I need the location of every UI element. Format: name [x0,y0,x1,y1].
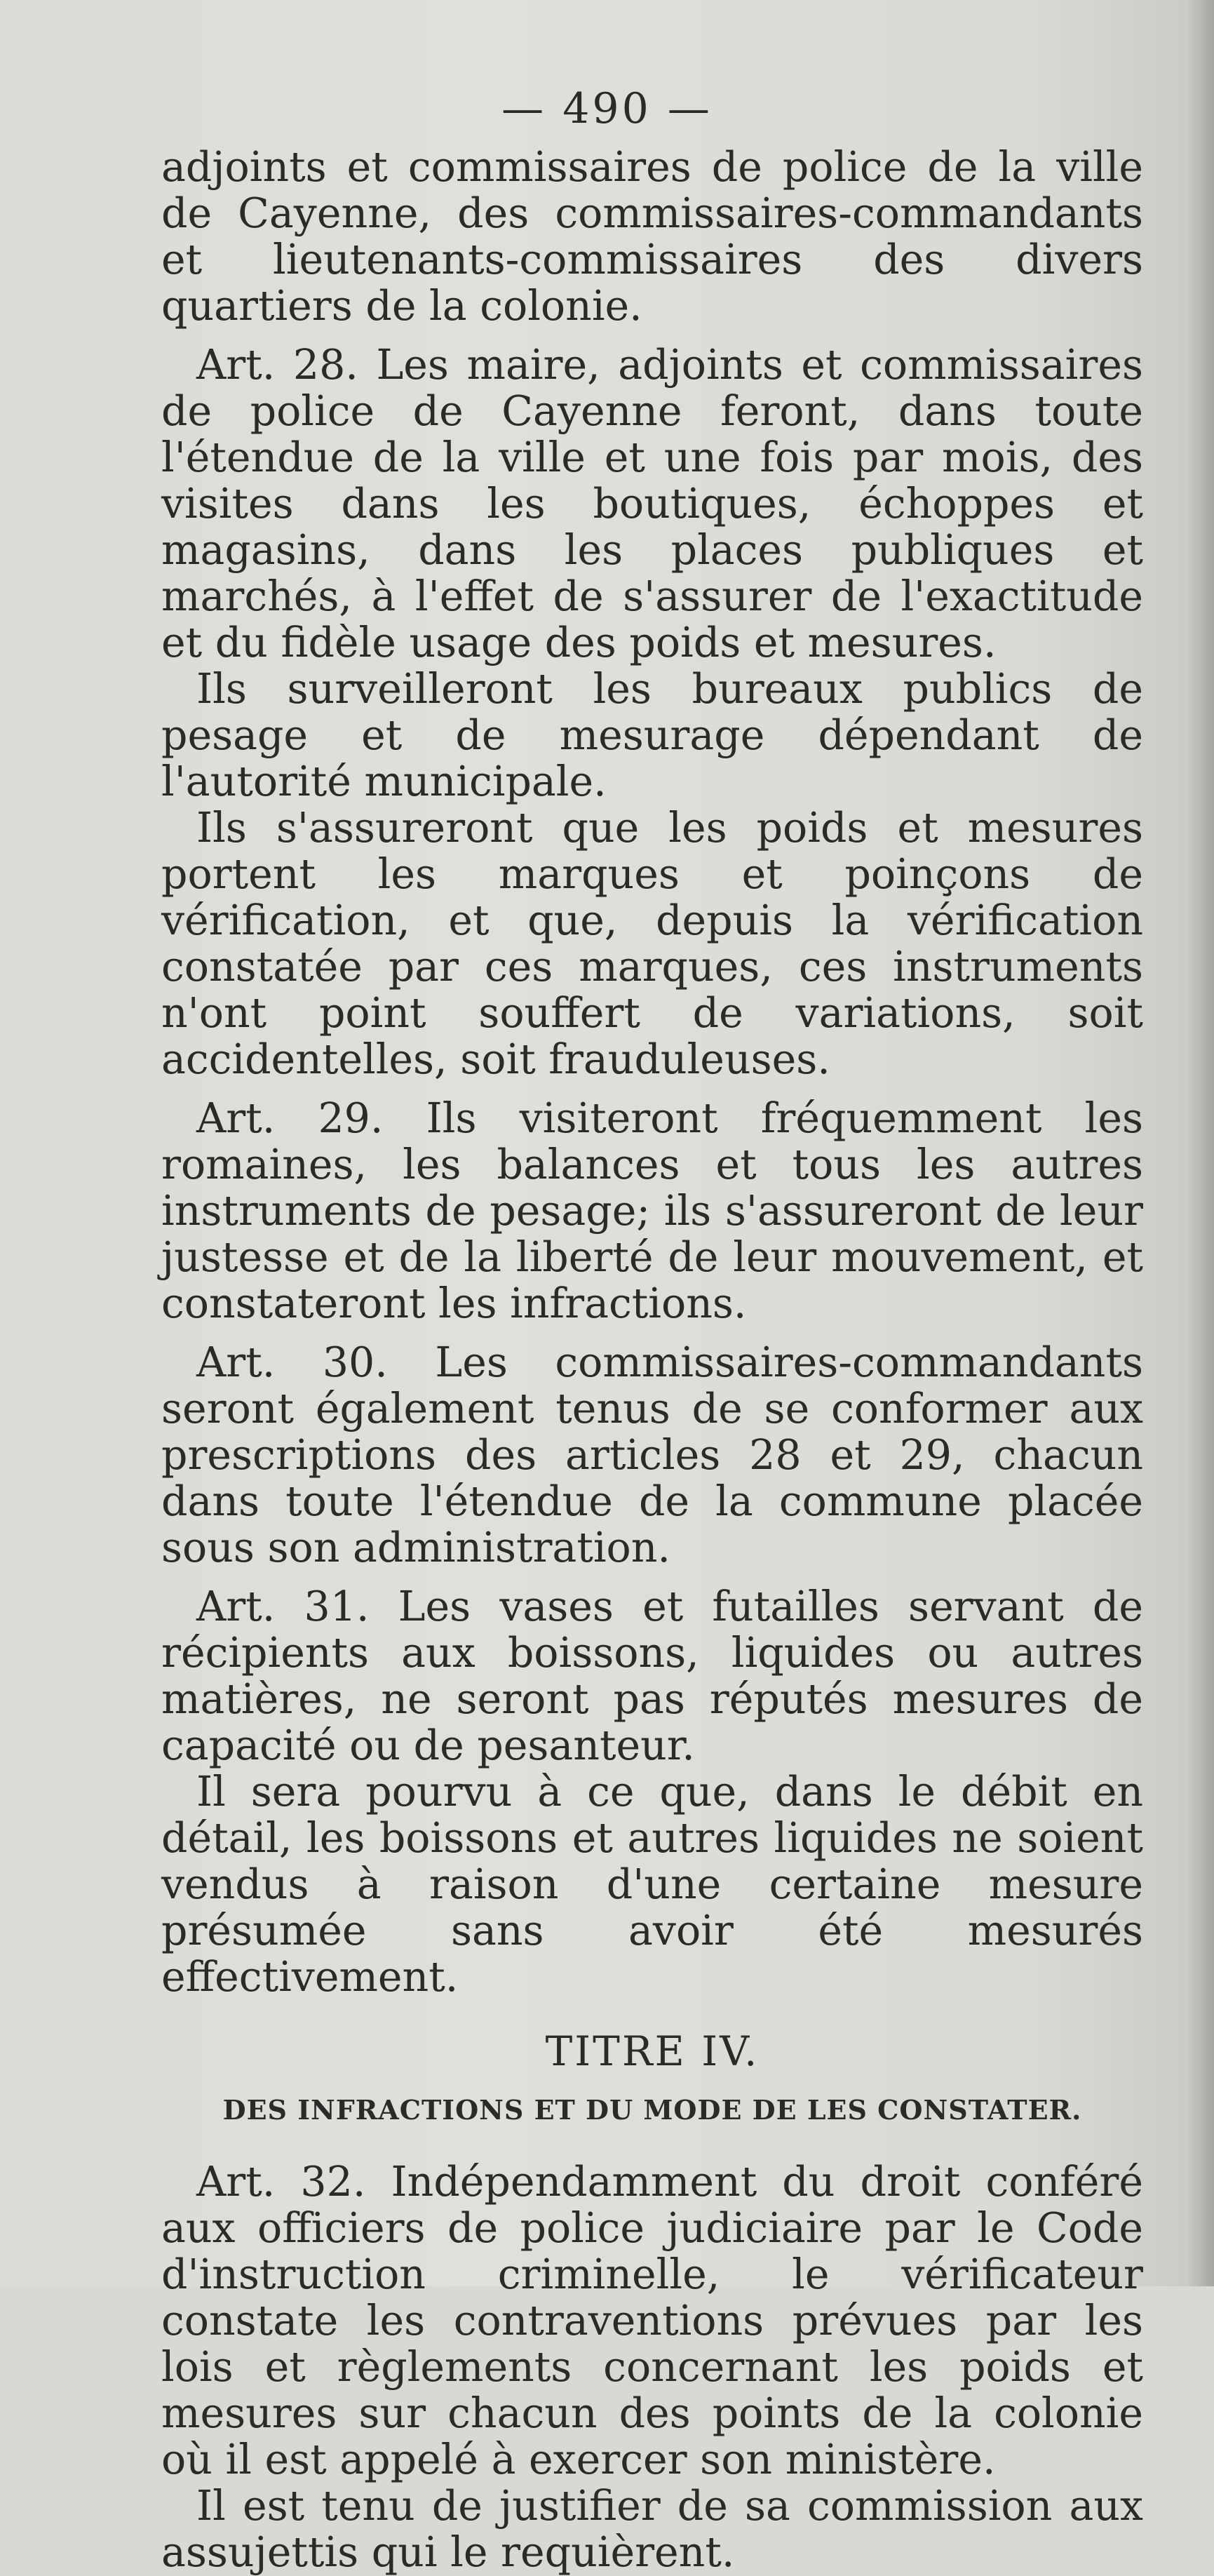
paragraph-art-32-commission: Il est tenu de justifier de sa commission aux assujettis qui le requièrent. [161,2482,1143,2576]
paragraph-art-28-marques: Ils s'assureront que les poids et mesures portent les marques et poinçons de vérification, et que, depuis la vérification constatée par ces marques, ces instruments n'ont point souffert de variations, soit accidentelles, soit frauduleuses. [161,804,1143,1083]
paragraph-art-31-debit: Il sera pourvu à ce que, dans le débit en détail, les boissons et autres liquides ne soient vendus à raison d'une certaine mesure présumée sans avoir été mesurés effectivement. [161,1768,1143,2001]
page-number: — 490 — [501,84,713,133]
paragraph-art-28: Art. 28. Les maire, adjoints et commissaires de police de Cayenne feront, dans toute l'étendue de la ville et une fois par mois, des visites dans les boutiques, échoppes et magasins, dans les places publiques et marchés, à l'effet de s'assurer de l'exactitude et du fidèle usage des poids et mesures. [161,341,1143,666]
section-subtitle: DES INFRACTIONS ET DU MODE DE LES CONSTATER. [222,2094,1082,2126]
paragraph-art-29: Art. 29. Ils visiteront fréquemment les romaines, les balances et tous les autres instruments de pesage; ils s'assureront de leur justesse et de la liberté de leur mouvement, et constateront les infractions. [161,1094,1143,1327]
paragraph-art-32: Art. 32. Indépendamment du droit conféré aux officiers de police judiciaire par le Code d'instruction criminelle, le vérificateur constate les contraventions prévues par les lois et règlements concernant les poids et mesures sur chacun des points de la colonie où il est appelé à exercer son ministère. [161,2158,1143,2483]
section-title: TITRE IV. [545,2027,760,2075]
paragraph-art-28-surveillance: Ils surveilleront les bureaux publics de pesage et de mesurage dépendant de l'autorité municipale. [161,665,1143,805]
page-edge-shadow [1186,0,1214,2286]
paragraph-art-30: Art. 30. Les commissaires-commandants seront également tenus de se conformer aux prescriptions des articles 28 et 29, chacun dans toute l'étendue de la commune placée sous son administration. [161,1339,1143,1571]
paragraph-continuation: adjoints et commissaires de police de la ville de Cayenne, des commissaires-commandants et lieutenants-commissaires des divers quartiers de la colonie. [161,143,1143,330]
paragraph-art-31: Art. 31. Les vases et futailles servant de récipients aux boissons, liquides ou autres matières, ne seront pas réputés mesures de capacité ou de pesanteur. [161,1583,1143,1769]
page-text [161,144,1143,2575]
